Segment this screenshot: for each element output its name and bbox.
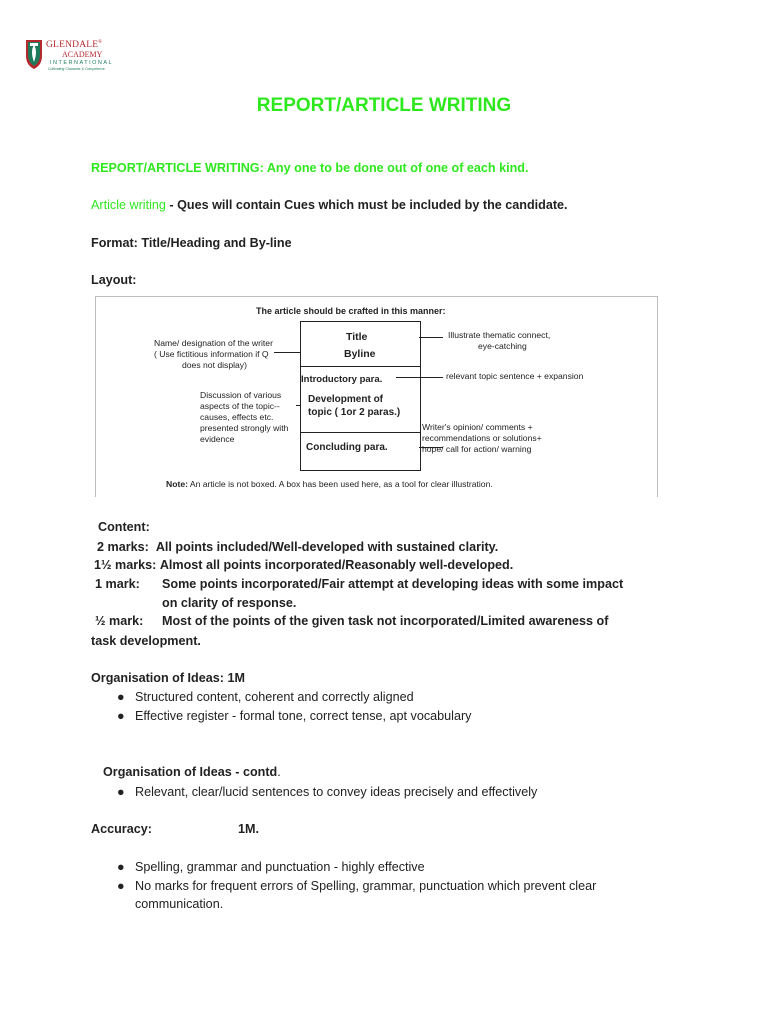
- content-row: [95, 614, 143, 628]
- organisation-heading: Organisation of Ideas: 1M: [91, 671, 245, 685]
- annotation-conclusion-1: Writer's opinion/ comments +: [422, 422, 533, 432]
- bullet-icon: ●: [117, 785, 125, 799]
- annotation-title-1: Illustrate thematic connect,: [448, 330, 551, 340]
- article-writing-label: Article writing: [91, 198, 166, 212]
- annotation-discussion-4: presented strongly with: [200, 423, 289, 433]
- bullet-icon: ●: [117, 879, 125, 893]
- organisation-contd-title: Organisation of Ideas - contd: [103, 765, 278, 779]
- accuracy-marks: 1M.: [238, 822, 259, 836]
- annotation-name-2: ( Use fictitious information if Q: [154, 349, 269, 359]
- diagram-heading: The article should be crafted in this manner:: [256, 306, 446, 316]
- academy-logo: [24, 38, 116, 78]
- box-conclusion: Concluding para.: [306, 442, 388, 453]
- layout-label: Layout:: [91, 273, 137, 287]
- annotation-discussion-2: aspects of the topic--: [200, 401, 280, 411]
- connector-line: [274, 352, 300, 353]
- divider-line: [300, 366, 420, 367]
- content-text: All points included/Well-developed with sustained clarity.: [155, 540, 499, 554]
- content-text: on clarity of response.: [162, 596, 297, 610]
- annotation-discussion-1: Discussion of various: [200, 390, 282, 400]
- annotation-discussion-5: evidence: [200, 434, 235, 444]
- content-mark: 1½ marks:: [94, 558, 157, 572]
- diagram-note: [166, 479, 493, 490]
- annotation-conclusion-3: hope/ call for action/ warning: [422, 444, 532, 454]
- accuracy-item: communication.: [135, 897, 224, 911]
- article-writing-line: [91, 198, 568, 212]
- crest-icon: [24, 38, 44, 70]
- connector-line: [419, 337, 443, 338]
- logo-name: GLENDALE®: [46, 40, 103, 51]
- content-text: task development.: [91, 634, 201, 648]
- logo-academy: ACADEMY: [62, 50, 103, 59]
- organisation-contd-heading: [103, 765, 281, 779]
- bullet-icon: ●: [117, 690, 125, 704]
- format-line: Format: Title/Heading and By-line: [91, 236, 292, 250]
- box-intro: Introductory para.: [301, 374, 383, 385]
- annotation-name-1: Name/ designation of the writer: [154, 338, 273, 348]
- box-development-1: Development of: [308, 394, 384, 405]
- content-text: Almost all points incorporated/Reasonably well-developed.: [159, 558, 514, 572]
- box-development-2: topic ( 1or 2 paras.): [308, 407, 401, 418]
- connector-line: [419, 377, 443, 378]
- accuracy-label: Accuracy:: [91, 822, 152, 836]
- content-mark: 1 mark:: [95, 577, 140, 591]
- content-row: [97, 540, 498, 554]
- page-title: REPORT/ARTICLE WRITING: [256, 95, 512, 116]
- content-text: Most of the points of the given task not incorporated/Limited awareness of: [162, 614, 609, 628]
- organisation-contd-item: Relevant, clear/lucid sentences to convey ideas precisely and effectively: [135, 785, 538, 799]
- accuracy-item: Spelling, grammar and punctuation - highly effective: [135, 860, 425, 874]
- logo-tagline: Cultivating Character & Competence: [48, 67, 105, 71]
- content-text: Some points incorporated/Fair attempt at developing ideas with some impact: [162, 577, 624, 591]
- note-label: Note:: [166, 479, 188, 489]
- annotation-discussion-3: causes, effects etc.: [200, 412, 274, 422]
- bullet-icon: ●: [117, 860, 125, 874]
- box-title: Title: [346, 331, 368, 343]
- content-row: [95, 577, 140, 591]
- connector-line: [396, 377, 420, 378]
- annotation-intro: relevant topic sentence + expansion: [446, 371, 584, 381]
- article-writing-text: - Ques will contain Cues which must be included by the candidate.: [165, 198, 568, 212]
- content-heading: Content:: [98, 520, 150, 534]
- article-layout-diagram: [95, 296, 658, 497]
- note-text: An article is not boxed. A box has been used here, as a tool for clear illustration.: [187, 479, 493, 489]
- accuracy-item: No marks for frequent errors of Spelling, grammar, punctuation which prevent clear: [135, 879, 597, 893]
- connector-line: [296, 405, 300, 406]
- annotation-title-2: eye-catching: [478, 341, 527, 351]
- bullet-icon: ●: [117, 709, 125, 723]
- divider-line: [300, 432, 420, 433]
- organisation-item: Structured content, coherent and correctly aligned: [135, 690, 414, 704]
- instruction-line: REPORT/ARTICLE WRITING: Any one to be done out of one of each kind.: [91, 161, 529, 175]
- annotation-name-3: does not display): [182, 360, 247, 370]
- content-mark: 2 marks:: [97, 540, 149, 554]
- logo-international: INTERNATIONAL: [50, 60, 114, 66]
- organisation-item: Effective register - formal tone, correct tense, apt vocabulary: [135, 709, 472, 723]
- content-row: [94, 558, 513, 572]
- box-byline: Byline: [344, 348, 376, 360]
- annotation-conclusion-2: recommendations or solutions+: [422, 433, 542, 443]
- organisation-contd-dot: .: [277, 765, 281, 779]
- content-mark: ½ mark:: [95, 614, 144, 628]
